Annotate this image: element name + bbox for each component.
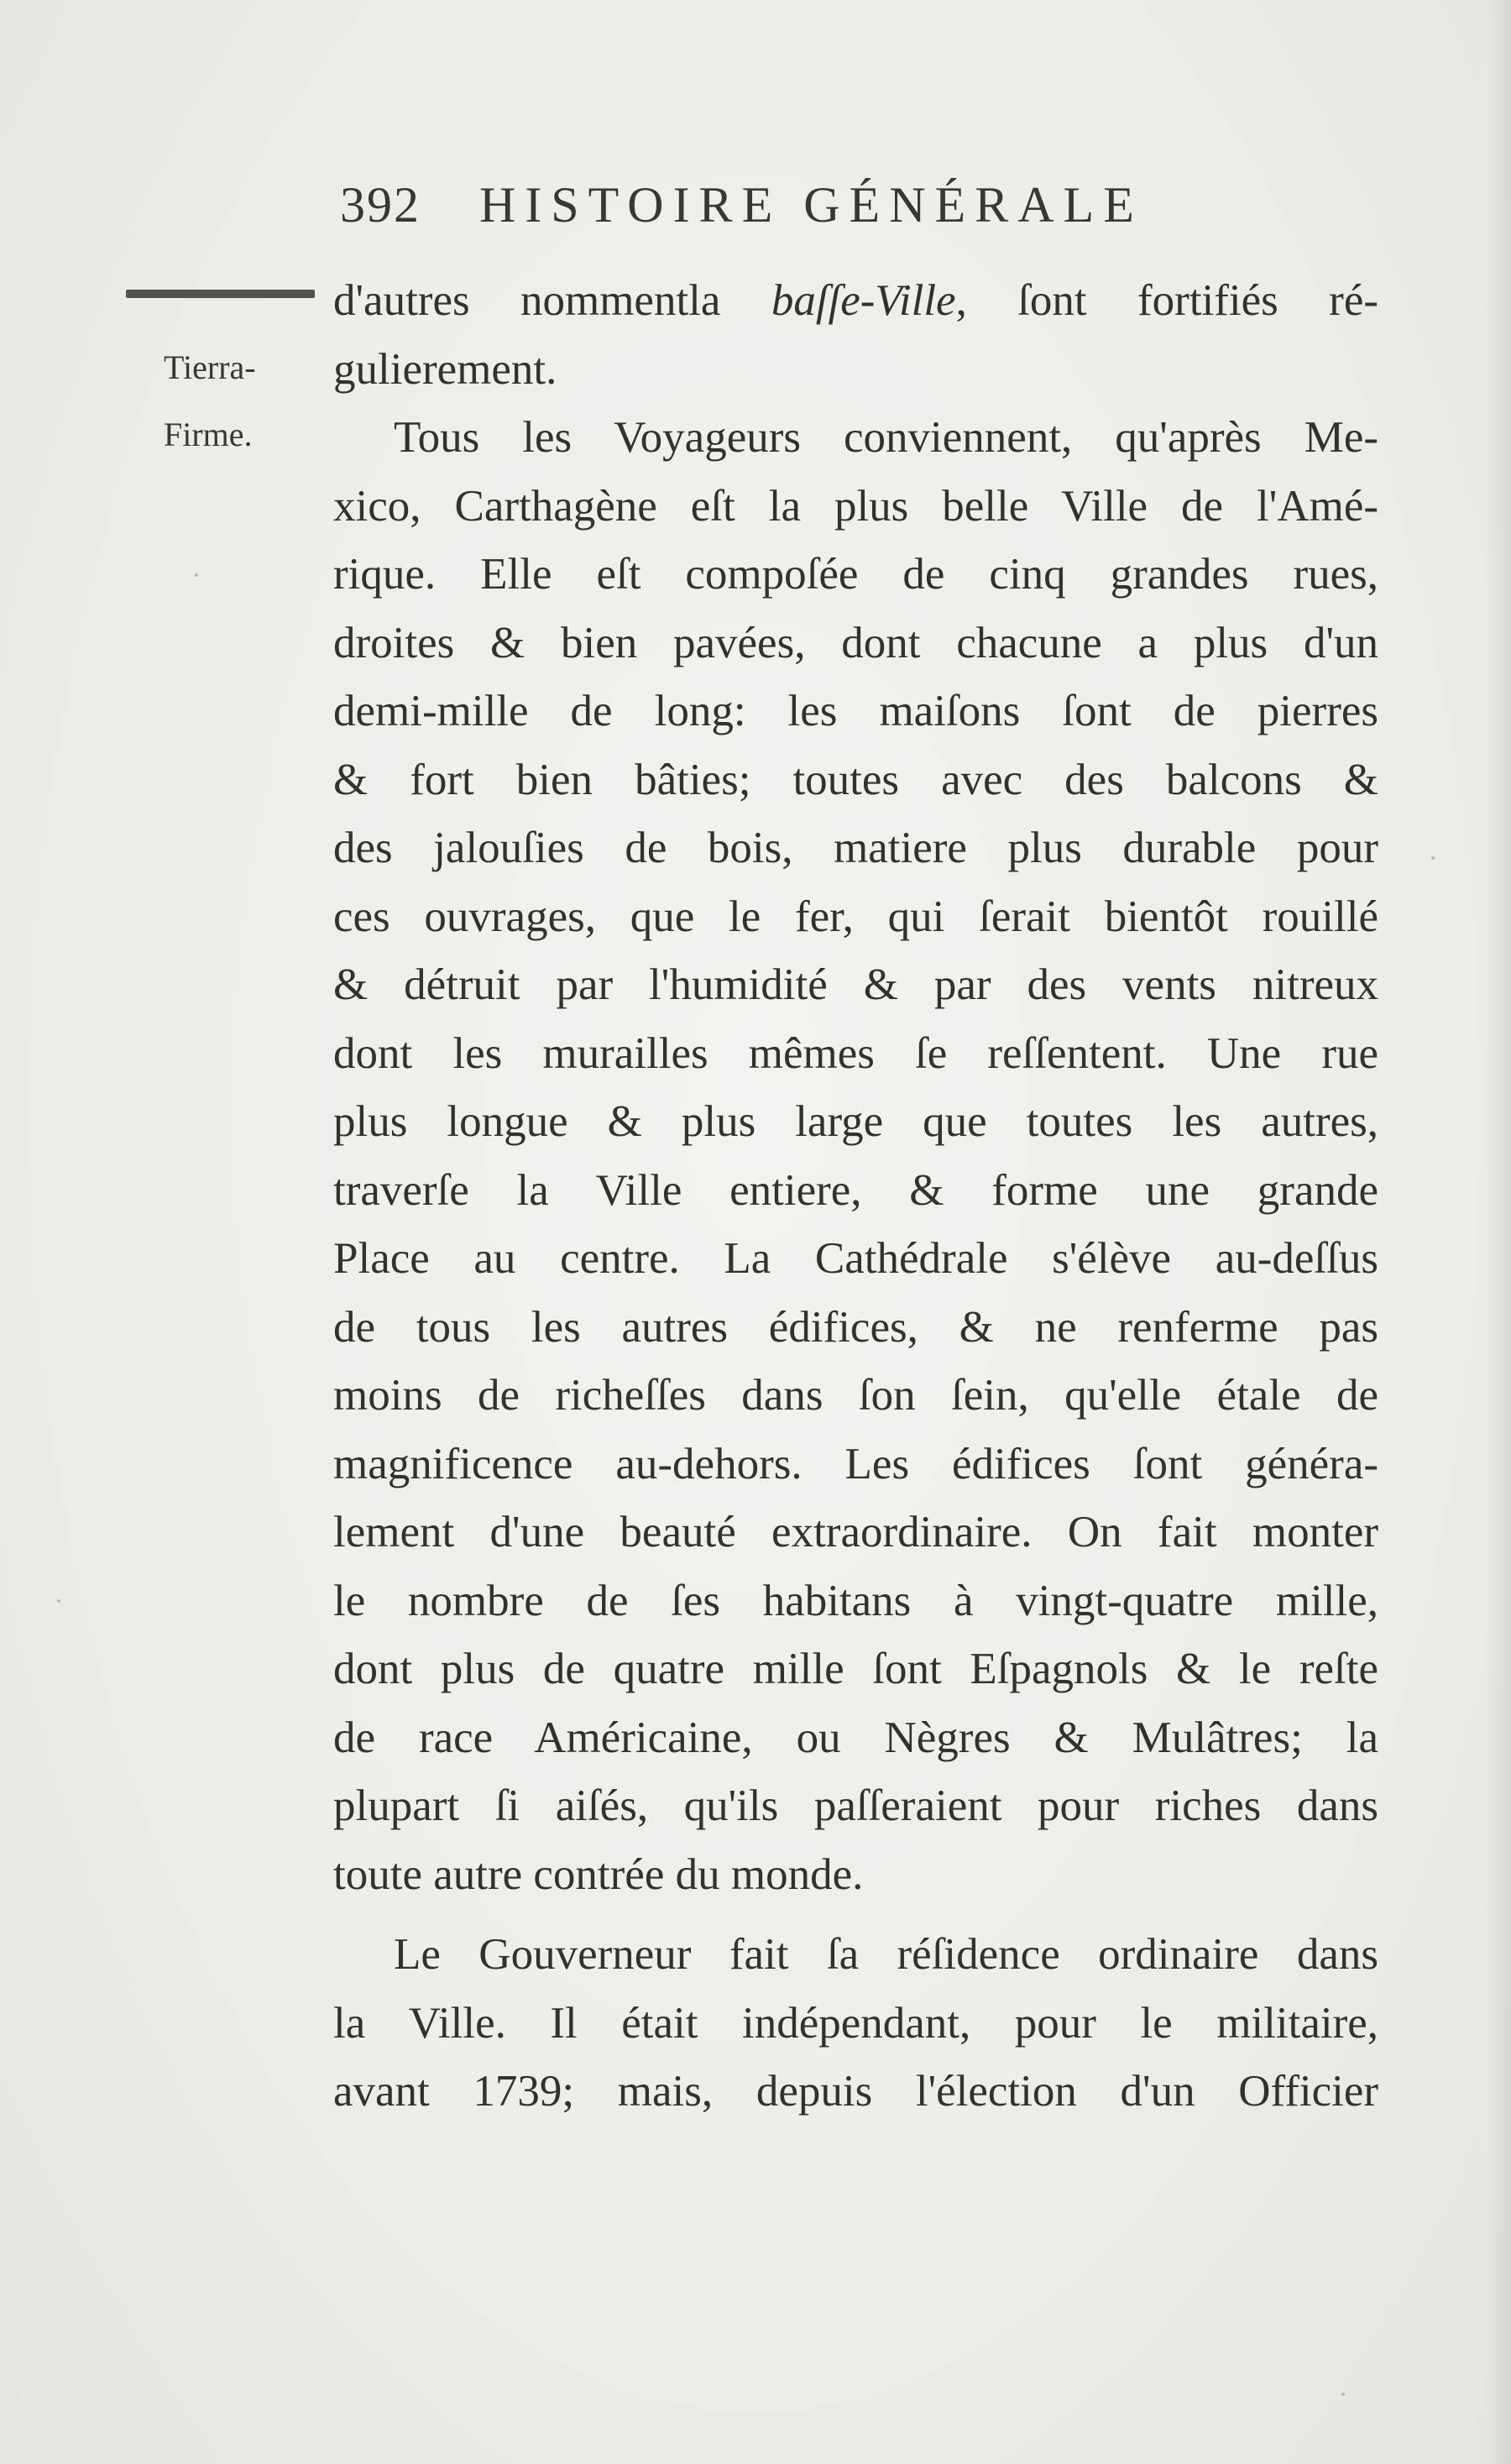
text-line: toute autre contrée du monde. [333, 1849, 864, 1899]
text-line: de race Américaine, ou Nègres & Mulâtres; la [333, 1713, 1378, 1762]
running-title: HISTOIRE GÉNÉRALE [479, 177, 1143, 233]
paper-speck [1341, 2393, 1345, 2396]
text-line: Tous les Voyageurs conviennent, qu'après Me- [394, 413, 1378, 462]
text-line: de tous les autres édifices, & ne renferme pas [333, 1302, 1378, 1352]
text-line: xico, Carthagène eſt la plus belle Ville de l'Amé- [333, 481, 1378, 531]
page-number: 392 [340, 177, 421, 233]
text-line: des jalouſies de bois, matiere plus durable pour [333, 824, 1378, 872]
text-line: moins de richeſſes dans ſon ſein, qu'elle étale de [333, 1371, 1378, 1420]
text-line: le nombre de ſes habitans à vingt-quatre mille, [333, 1576, 1378, 1625]
text-line: magnificence au-dehors. Les édifices ſont généra- [333, 1439, 1378, 1488]
text-line: plus longue & plus large que toutes les autres, [333, 1097, 1378, 1146]
running-head [340, 176, 1143, 252]
text-run: , ſont fortifiés ré- [955, 276, 1379, 325]
text-line: lement d'une beauté extraordinaire. On fait monter [333, 1508, 1378, 1556]
text-line: dont les murailles mêmes ſe reſſentent. Une rue [333, 1028, 1378, 1078]
text-line [333, 267, 1378, 336]
margin-rule [126, 290, 315, 298]
margin-note-line: Tierra- [164, 348, 256, 386]
margin-note [164, 334, 306, 468]
paper-speck [57, 1599, 60, 1603]
body-text [333, 267, 1378, 2127]
text-line: Place au centre. La Cathédrale s'élève au-deſſus [333, 1234, 1378, 1283]
text-run: d'autres nommentla [333, 276, 771, 325]
page-edge-shadow [1486, 0, 1511, 2464]
text-line: & détruit par l'humidité & par des vents nitreux [333, 960, 1378, 1009]
text-line: traverſe la Ville entiere, & forme une grande [333, 1165, 1378, 1215]
text-line: dont plus de quatre mille ſont Eſpagnols & le reſte [333, 1645, 1378, 1693]
text-line: avant 1739; mais, depuis l'élection d'un Officier [333, 2067, 1378, 2116]
text-line: & fort bien bâties; toutes avec des balcons & [333, 755, 1378, 804]
text-line: ces ouvrages, que le fer, qui ſerait bientôt rouillé [333, 892, 1378, 941]
text-line: la Ville. Il était indépendant, pour le militaire, [333, 1998, 1378, 2048]
margin-note-line: Firme. [164, 416, 253, 453]
text-line: gulierement. [333, 344, 557, 394]
text-line: rique. Elle eſt compoſée de cinq grandes rues, [333, 550, 1378, 599]
italic-text-run: baſſe-Ville [771, 276, 956, 325]
text-line: plupart ſi aiſés, qu'ils paſſeraient pour riches dans [333, 1781, 1378, 1830]
text-line: demi-mille de long: les maiſons ſont de pierres [333, 687, 1378, 735]
paper-speck [1431, 856, 1435, 860]
paper-speck [195, 573, 198, 577]
text-line: Le Gouverneur fait ſa réſidence ordinaire dans [394, 1930, 1378, 1979]
text-line: droites & bien pavées, dont chacune a plus d'un [333, 618, 1378, 667]
